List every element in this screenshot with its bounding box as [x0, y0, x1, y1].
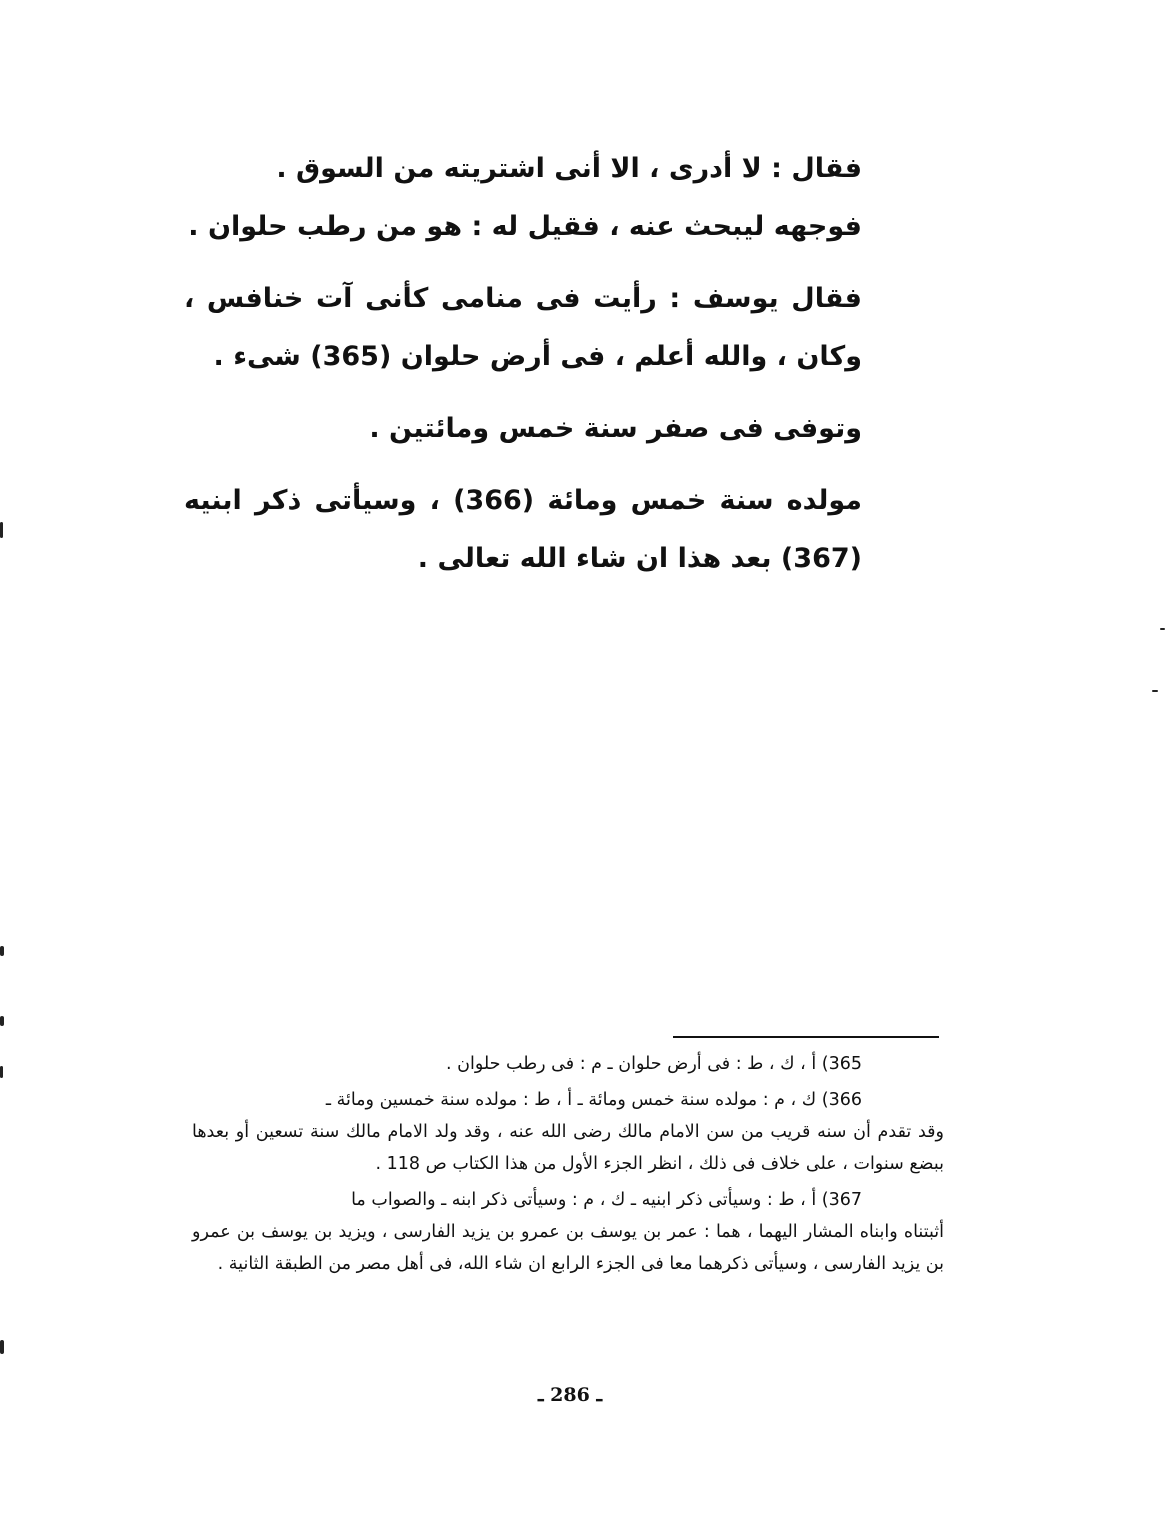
main-text-body [184, 140, 944, 588]
main-paragraph-2 [184, 472, 944, 588]
footnote-367-first: 367) أ ، ط : وسيأتى ذكر ابنيه ـ ك ، م : وسيأتى ذكر ابنه ـ والصواب ما [351, 1190, 862, 1210]
main-paragraph-1-text: فقال يوسف : رأيت فى منامى كأنى آت خنافس ، وكان ، والله أعلم ، فى أرض حلوان (365) شىء . [184, 283, 862, 372]
footnote-366-continuation: وقد تقدم أن سنه قريب من سن الامام مالك رضى الله عنه ، وقد ولد الامام مالك سنة تسعين أو بعدها ببضع سنوات ، على خلاف فى ذلك ، انظر الجزء الأول من هذا الكتاب ص 118 . [192, 1122, 944, 1174]
scan-margin-mark [0, 522, 3, 538]
footnote-366-first: 366) ك ، م : مولده سنة خمس ومائة ـ أ ، ط : مولده سنة خمسين ومائة ـ [325, 1090, 862, 1110]
footnotes [192, 1048, 944, 1284]
footnote-separator [673, 1036, 939, 1038]
scan-margin-mark [0, 1340, 4, 1354]
main-line-1: فقال : لا أدرى ، الا أنى اشتريته من السوق . [276, 153, 862, 184]
scan-margin-mark [1160, 628, 1165, 630]
footnote-365-text: 365) أ ، ك ، ط : فى أرض حلوان ـ م : فى رطب حلوان . [446, 1054, 862, 1074]
footnote-367-continuation: أثبتناه وابناه المشار اليهما ، هما : عمر بن يوسف بن عمرو بن يزيد الفارسى ، ويزيد بن يوسف بن عمرو بن يزيد الفارسى ، وسيأتى ذكرهما معا فى الجزء الرابع ان شاء الله، فى أهل مصر من الطبقة الثانية . [192, 1222, 944, 1274]
footnote-366 [192, 1084, 944, 1180]
main-line-2: فوجهه ليبحث عنه ، فقيل له : هو من رطب حلوان . [188, 211, 862, 242]
scan-margin-mark [0, 1016, 4, 1026]
scan-margin-mark [0, 946, 4, 956]
page-number: ـ 286 ـ [537, 1384, 603, 1406]
footnote-367 [192, 1184, 944, 1280]
main-paragraph-2-text: مولده سنة خمس ومائة (366) ، وسيأتى ذكر ابنيه (367) بعد هذا ان شاء الله تعالى . [184, 485, 862, 574]
main-paragraph-1 [184, 270, 944, 386]
main-line-4: وتوفى فى صفر سنة خمس ومائتين . [369, 413, 862, 444]
scan-margin-mark [1152, 690, 1158, 692]
footnote-365 [192, 1048, 944, 1080]
scan-margin-mark [0, 1066, 3, 1078]
